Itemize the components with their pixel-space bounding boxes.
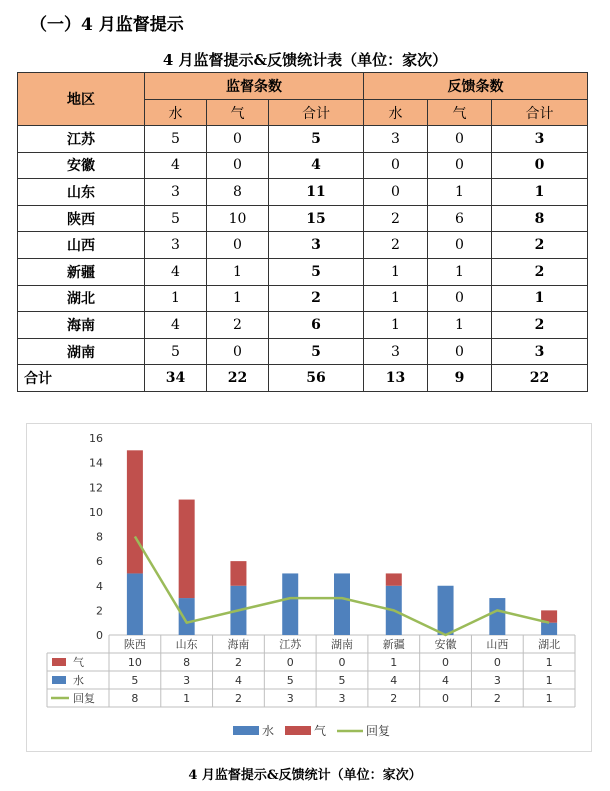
value-cell: 1 [364, 312, 428, 339]
data-table-value: 1 [545, 692, 553, 705]
value-cell: 22 [207, 365, 269, 392]
bar-water [282, 573, 298, 635]
data-table-value: 10 [127, 656, 142, 669]
table-row [18, 152, 588, 179]
data-table-value: 0 [442, 692, 450, 705]
value-cell: 2 [364, 232, 428, 259]
legend-label: 水 [262, 724, 275, 738]
value-cell: 56 [269, 365, 364, 392]
value-cell: 3 [145, 232, 207, 259]
data-table-value: 1 [183, 692, 191, 705]
value-cell: 3 [145, 179, 207, 206]
subheader-cell: 气 [428, 100, 492, 126]
region-cell: 陕西 [18, 205, 145, 232]
y-tick-label: 8 [96, 530, 103, 544]
x-category-label: 陕西 [123, 638, 146, 651]
data-table-value: 4 [390, 674, 398, 687]
y-tick-label: 2 [96, 604, 103, 618]
table-title: 4 月监督提示&反馈统计表（单位：家次） [162, 51, 448, 69]
table-row [18, 126, 588, 153]
data-table-value: 2 [493, 692, 501, 705]
region-cell: 安徽 [18, 152, 145, 179]
value-cell: 22 [492, 365, 588, 392]
bar-gas [179, 500, 195, 599]
bar-water [179, 598, 195, 635]
value-cell: 5 [145, 205, 207, 232]
region-cell: 湖南 [18, 338, 145, 365]
bar-water [489, 598, 505, 635]
x-category-label: 湖北 [538, 638, 561, 651]
value-cell: 5 [269, 126, 364, 153]
region-cell: 海南 [18, 312, 145, 339]
value-cell: 0 [428, 232, 492, 259]
subheader-cell: 气 [207, 100, 269, 126]
y-tick-label: 6 [96, 555, 103, 569]
subheader-cell: 合计 [492, 100, 588, 126]
y-tick-label: 16 [89, 432, 103, 445]
data-table-value: 8 [183, 656, 191, 669]
value-cell: 8 [207, 179, 269, 206]
data-table-value: 5 [131, 674, 139, 687]
x-category-label: 山西 [486, 638, 509, 651]
value-cell: 0 [428, 285, 492, 312]
value-cell: 0 [364, 152, 428, 179]
table-row [18, 365, 588, 392]
x-category-label: 新疆 [382, 638, 405, 651]
value-cell: 2 [269, 285, 364, 312]
region-cell: 山东 [18, 179, 145, 206]
header-region: 地区 [18, 73, 145, 126]
value-cell: 0 [207, 232, 269, 259]
data-table-value: 3 [493, 674, 501, 687]
value-cell: 1 [364, 258, 428, 285]
x-category-label: 湖南 [331, 638, 353, 651]
x-category-label: 安徽 [434, 638, 457, 651]
value-cell: 6 [428, 205, 492, 232]
data-table-value: 2 [234, 692, 242, 705]
legend-label: 气 [314, 724, 327, 738]
region-cell: 湖北 [18, 285, 145, 312]
subheader-cell: 合计 [269, 100, 364, 126]
table-row [18, 338, 588, 365]
value-cell: 34 [145, 365, 207, 392]
table-row [18, 312, 588, 339]
value-cell: 0 [492, 152, 588, 179]
value-cell: 4 [269, 152, 364, 179]
value-cell: 5 [145, 338, 207, 365]
table-row [18, 179, 588, 206]
y-tick-label: 12 [89, 481, 103, 495]
subheader-cell: 水 [364, 100, 428, 126]
value-cell: 3 [269, 232, 364, 259]
x-category-label: 海南 [227, 638, 250, 651]
value-cell: 2 [207, 312, 269, 339]
value-cell: 1 [428, 258, 492, 285]
chart-container [26, 423, 592, 752]
value-cell: 1 [492, 285, 588, 312]
value-cell: 4 [145, 312, 207, 339]
data-table-value: 3 [183, 674, 191, 687]
data-table-series-label: 回复 [73, 692, 95, 705]
data-table-value: 2 [234, 656, 242, 669]
data-table-value: 2 [390, 692, 398, 705]
value-cell: 4 [145, 152, 207, 179]
stats-table [17, 72, 588, 392]
value-cell: 1 [428, 179, 492, 206]
value-cell: 1 [207, 285, 269, 312]
value-cell: 5 [269, 338, 364, 365]
data-table-value: 0 [338, 656, 346, 669]
subheader-cell: 水 [145, 100, 207, 126]
value-cell: 0 [428, 152, 492, 179]
value-cell: 0 [364, 179, 428, 206]
value-cell: 2 [492, 312, 588, 339]
legend-key [285, 726, 311, 735]
table-row [18, 258, 588, 285]
data-table-value: 4 [234, 674, 242, 687]
value-cell: 8 [492, 205, 588, 232]
value-cell: 3 [364, 126, 428, 153]
value-cell: 1 [492, 179, 588, 206]
table-row [18, 285, 588, 312]
bar-water [438, 586, 454, 635]
value-cell: 2 [492, 258, 588, 285]
x-category-label: 山东 [175, 638, 198, 651]
value-cell: 15 [269, 205, 364, 232]
value-cell: 4 [145, 258, 207, 285]
data-table-value: 3 [338, 692, 346, 705]
data-table-value: 4 [442, 674, 450, 687]
value-cell: 0 [207, 338, 269, 365]
region-cell: 江苏 [18, 126, 145, 153]
value-cell: 1 [145, 285, 207, 312]
data-table-value: 5 [286, 674, 294, 687]
x-category-label: 江苏 [279, 638, 302, 651]
value-cell: 3 [364, 338, 428, 365]
value-cell: 0 [428, 338, 492, 365]
section-heading: （一）4 月监督提示 [30, 15, 184, 35]
value-cell: 1 [207, 258, 269, 285]
data-table-value: 1 [545, 656, 553, 669]
value-cell: 5 [145, 126, 207, 153]
region-cell: 山西 [18, 232, 145, 259]
bar-water [127, 573, 143, 635]
header-feedback-group: 反馈条数 [364, 73, 588, 100]
value-cell: 3 [492, 338, 588, 365]
value-cell: 0 [428, 126, 492, 153]
y-tick-label: 4 [96, 579, 103, 593]
data-table-value: 0 [286, 656, 294, 669]
y-tick-label: 10 [89, 505, 103, 519]
stacked-bar-chart [27, 424, 591, 751]
data-table-value: 8 [131, 692, 139, 705]
value-cell: 10 [207, 205, 269, 232]
data-table-key [52, 658, 66, 666]
table-row [18, 205, 588, 232]
legend-label: 回复 [366, 724, 391, 738]
data-table-value: 1 [545, 674, 553, 687]
value-cell: 2 [492, 232, 588, 259]
data-table-key [52, 676, 66, 684]
header-supervision-group: 监督条数 [145, 73, 364, 100]
value-cell: 5 [269, 258, 364, 285]
data-table-value: 3 [286, 692, 294, 705]
y-tick-label: 14 [89, 456, 103, 470]
data-table-value: 5 [338, 674, 346, 687]
value-cell: 0 [207, 152, 269, 179]
bar-gas [386, 573, 402, 585]
legend-key [233, 726, 259, 735]
value-cell: 1 [428, 312, 492, 339]
value-cell: 11 [269, 179, 364, 206]
value-cell: 9 [428, 365, 492, 392]
table-body [18, 126, 588, 392]
data-table-series-label: 水 [73, 674, 84, 687]
bar-water [334, 573, 350, 635]
value-cell: 13 [364, 365, 428, 392]
bar-gas [127, 450, 143, 573]
table-row [18, 232, 588, 259]
bar-water [541, 623, 557, 635]
bar-gas [230, 561, 246, 586]
value-cell: 1 [364, 285, 428, 312]
region-cell: 新疆 [18, 258, 145, 285]
data-table-value: 0 [442, 656, 450, 669]
y-tick-label: 0 [96, 629, 103, 642]
value-cell: 2 [364, 205, 428, 232]
data-table-series-label: 气 [73, 656, 84, 669]
value-cell: 3 [492, 126, 588, 153]
value-cell: 0 [207, 126, 269, 153]
data-table-value: 1 [390, 656, 398, 669]
data-table-value: 0 [493, 656, 501, 669]
chart-caption: 4 月监督提示&反馈统计（单位：家次） [188, 768, 422, 783]
region-cell: 合计 [18, 365, 145, 392]
value-cell: 6 [269, 312, 364, 339]
